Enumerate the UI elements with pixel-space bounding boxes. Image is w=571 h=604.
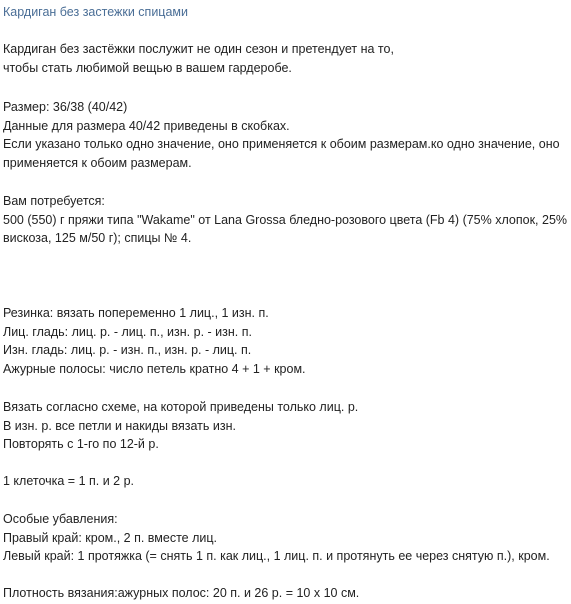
materials-line: 500 (550) г пряжи типа "Wakame" от Lana Grossa бледно-розового цвета (Fb 4) (75% хлопок, 25% (3, 212, 568, 227)
decrease-line: Левый край: 1 протяжка (= снять 1 п. как лиц., 1 лиц. п. и протянуть ее через снятую п.), кром. (3, 549, 550, 563)
scheme-paragraph (3, 398, 568, 454)
materials-paragraph (3, 192, 568, 248)
size-line: применяется к обоим размерам. (3, 155, 192, 170)
decrease-line: Особые убавления: (3, 512, 118, 526)
scheme-line: Вязать согласно схеме, на которой приведены только лиц. р. (3, 400, 359, 414)
intro-line: чтобы стать любимой вещью в вашем гардеробе. (3, 60, 292, 75)
density-paragraph (3, 584, 568, 603)
pattern-line: Изн. гладь: лиц. р. - изн. п., изн. р. - лиц. п. (3, 343, 252, 357)
intro-paragraph (3, 40, 568, 77)
page-title[interactable]: Кардиган без застежки спицами (3, 5, 188, 19)
decrease-line: Правый край: кром., 2 п. вместе лиц. (3, 530, 218, 545)
size-line: Если указано только одно значение, оно применяется к обоим размерам.ко одно значение, оно (3, 137, 560, 151)
pattern-line: Лиц. гладь: лиц. р. - лиц. п., изн. р. - изн. п. (3, 324, 252, 339)
scheme-line: Повторять с 1-го по 12-й р. (3, 437, 159, 451)
pattern-line: Ажурные полосы: число петель кратно 4 + 1 + кром. (3, 361, 306, 376)
scheme-line: В изн. р. все петли и накиды вязать изн. (3, 418, 236, 433)
size-paragraph (3, 98, 568, 172)
pattern-line: Резинка: вязать попеременно 1 лиц., 1 изн. п. (3, 306, 269, 320)
density-line: Плотность вязания:ажурных полос: 20 п. и 26 р. = 10 х 10 см. (3, 586, 360, 600)
cell-line: 1 клеточка = 1 п. и 2 р. (3, 474, 135, 488)
cell-paragraph (3, 472, 568, 491)
size-line: Данные для размера 40/42 приведены в скобках. (3, 118, 290, 133)
materials-line: Вам потребуется: (3, 194, 105, 208)
intro-line: Кардиган без застёжки послужит не один сезон и претендует на то, (3, 42, 394, 56)
size-line: Размер: 36/38 (40/42) (3, 100, 128, 114)
materials-line: вискоза, 125 м/50 г); спицы № 4. (3, 231, 192, 245)
decreases-paragraph (3, 510, 568, 566)
patterns-paragraph (3, 304, 568, 378)
